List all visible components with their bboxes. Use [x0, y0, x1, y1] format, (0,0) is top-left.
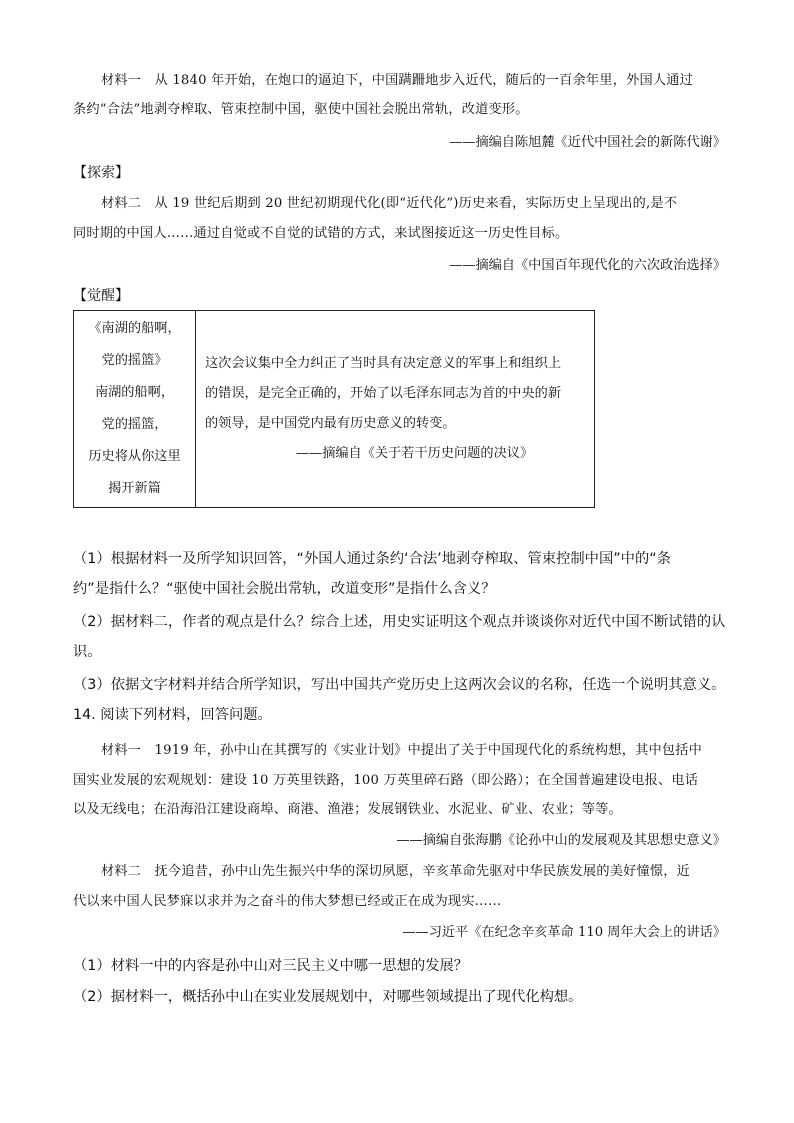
heading-explore: 【探索】	[73, 165, 129, 181]
q14-material1-line1: 材料一 1919 年，孙中山在其撰写的《实业计划》中提出了关于中国现代化的系统构想，其中包括中	[101, 743, 703, 758]
q14-question-1: （1）材料一中的内容是孙中山对三民主义中哪一思想的发展？	[73, 958, 469, 974]
material2-line1: 材料二 从 19 世纪后期到 20 世纪初期现代化(即“近代化”)历史来看，实际历史上呈现出的,是不	[101, 196, 678, 211]
material1-source: ——摘编自陈旭麓《近代中国社会的新陈代谢》	[449, 135, 726, 150]
resolution-line: 这次会议集中全力纠正了当时具有决定意义的军事上和组织上	[205, 356, 562, 371]
resolution-line: 的领导，是中国党内最有历史意义的转变。	[205, 416, 456, 431]
poem-line: 党的摇篮》	[101, 353, 168, 368]
awaken-table	[73, 310, 595, 508]
poem-line: 揭开新篇	[108, 481, 161, 496]
question-2-line2: 识。	[73, 644, 102, 660]
material2-source: ——摘编自《中国百年现代化的六次政治选择》	[449, 258, 726, 273]
question-3: （3）依据文字材料并结合所学知识，写出中国共产党历史上这两次会议的名称，任选一个说明其意义。	[73, 677, 726, 693]
q14-material1-line3: 以及无线电；在沿海沿江建设商埠、商港、渔港；发展钢铁业、水泥业、矿业、农业；等等。	[73, 802, 622, 817]
material1-line1: 材料一 从 1840 年开始，在炮口的逼迫下，中国蹒跚地步入近代，随后的一百余年里，外国人通过	[101, 73, 694, 88]
poem-line: 历史将从你这里	[88, 449, 181, 464]
resolution-cell	[196, 311, 595, 508]
resolution-line: 的错误，是完全正确的，开始了以毛泽东同志为首的中央的新	[205, 386, 562, 401]
question-1-line1: （1）根据材料一及所学知识回答，“外国人通过条约‘合法’地剥夺榨取、管束控制中国”中的“条	[73, 551, 671, 567]
q14-material1-line2: 国实业发展的宏观规划：建设 10 万英里铁路，100 万英里碎石路（即公路）；在全国普遍建设电报、电话	[73, 773, 699, 788]
q14-material2-line2: 代以来中国人民梦寐以求并为之奋斗的伟大梦想已经或正在成为现实……	[73, 894, 502, 909]
poem-cell	[74, 311, 196, 508]
material2-line2: 同时期的中国人……通过自觉或不自觉的试错的方式，来试图接近这一历史性目标。	[73, 226, 569, 241]
heading-awaken: 【觉醒】	[73, 288, 129, 304]
q14-material1-source: ——摘编自张海鹏《论孙中山的发展观及其思想史意义》	[396, 833, 726, 848]
material1-line2: 条约“合法”地剥夺榨取、管束控制中国，驱使中国社会脱出常轨，改道变形。	[73, 102, 529, 117]
q14-question-2: （2）据材料一，概括孙中山在实业发展规划中，对哪些领域提出了现代化构想。	[73, 989, 583, 1005]
question14-title: 14. 阅读下列材料，回答问题。	[73, 707, 272, 723]
resolution-source: ——摘编自《关于若干历史问题的决议》	[295, 446, 534, 461]
poem-line: 《南湖的船啊，	[88, 321, 181, 336]
q14-material2-source: ——习近平《在纪念辛亥革命 110 周年大会上的讲话》	[402, 925, 726, 940]
q14-material2-line1: 材料二 抚今追昔，孙中山先生振兴中华的深切夙愿，辛亥革命先驱对中华民族发展的美好憧憬，近	[101, 864, 691, 879]
poem-line: 党的摇篮，	[101, 417, 168, 432]
question-2-line1: （2）据材料二，作者的观点是什么？综合上述，用史实证明这个观点并谈谈你对近代中国不断试错的认	[73, 614, 726, 630]
question-1-line2: 约”是指什么？“驱使中国社会脱出常轨，改道变形”是指什么含义？	[73, 581, 496, 597]
poem-line: 南湖的船啊，	[94, 385, 175, 400]
